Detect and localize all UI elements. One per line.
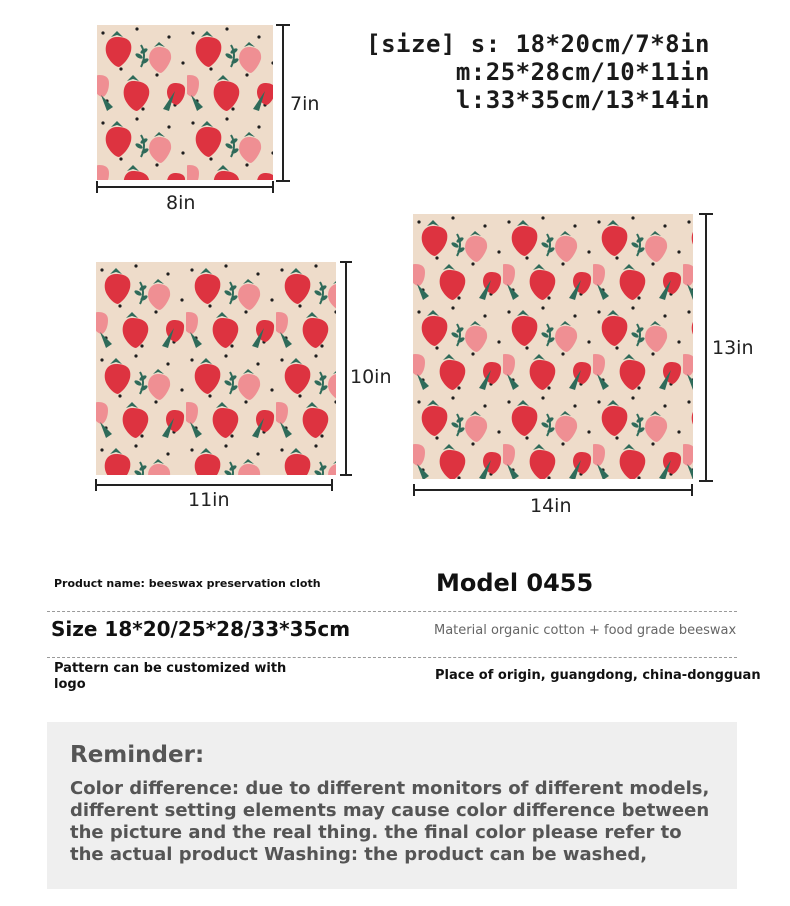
product-name: Product name: beeswax preservation cloth (54, 577, 321, 590)
pattern-info-line-1: Pattern can be customized with (54, 661, 287, 676)
large-width-line (414, 489, 693, 491)
strawberry-pattern-medium (96, 262, 336, 475)
large-height-label: 13in (712, 337, 754, 359)
size-spec-line-3: l:33*35cm/13*14in (455, 86, 710, 114)
origin-info: Place of origin, guangdong, china-dongguan (435, 668, 761, 683)
size-info: Size 18*20/25*28/33*35cm (51, 617, 351, 641)
medium-width-tick-left (95, 479, 97, 491)
medium-width-tick-right (331, 479, 333, 491)
large-height-tick-top (699, 213, 713, 215)
small-cloth-image (97, 25, 273, 180)
reminder-box (47, 722, 737, 889)
small-height-label: 7in (290, 93, 320, 115)
size-spec-line-2: m:25*28cm/10*11in (455, 58, 710, 86)
material-info: Material organic cotton + food grade beeswax (434, 623, 737, 638)
pattern-info (54, 661, 286, 693)
medium-width-label: 11in (188, 489, 230, 511)
small-width-label: 8in (166, 192, 196, 214)
small-height-tick-bottom (276, 180, 290, 182)
model-number: Model 0455 (436, 569, 594, 597)
medium-height-tick-bottom (340, 474, 352, 476)
strawberry-pattern-small (97, 25, 273, 180)
medium-height-tick-top (340, 261, 352, 263)
small-width-line (97, 186, 274, 188)
large-height-tick-bottom (699, 480, 713, 482)
large-width-label: 14in (530, 495, 572, 517)
large-width-tick-right (691, 484, 693, 496)
medium-cloth-image (96, 262, 336, 475)
large-cloth-image (413, 214, 693, 479)
divider-1 (47, 611, 737, 612)
size-spec (366, 30, 710, 114)
reminder-title: Reminder: (70, 742, 205, 768)
size-spec-line-1: [size] s: 18*20cm/7*8in (366, 30, 710, 58)
large-width-tick-left (413, 484, 415, 496)
small-height-tick-top (276, 24, 290, 26)
medium-width-line (96, 484, 333, 486)
large-height-line (705, 214, 707, 481)
divider-2 (47, 657, 737, 658)
small-height-line (282, 25, 284, 181)
medium-height-line (345, 262, 347, 475)
small-width-tick-right (272, 181, 274, 193)
pattern-info-line-2: logo (54, 677, 86, 692)
small-width-tick-left (96, 181, 98, 193)
strawberry-pattern-large (413, 214, 693, 479)
medium-height-label: 10in (350, 366, 392, 388)
reminder-body: Color difference: due to different monitors of different models, different setting elements may cause color difference between the picture and the real thing. the final color please refer to the actual product Washing: the product can be washed, (70, 778, 710, 865)
